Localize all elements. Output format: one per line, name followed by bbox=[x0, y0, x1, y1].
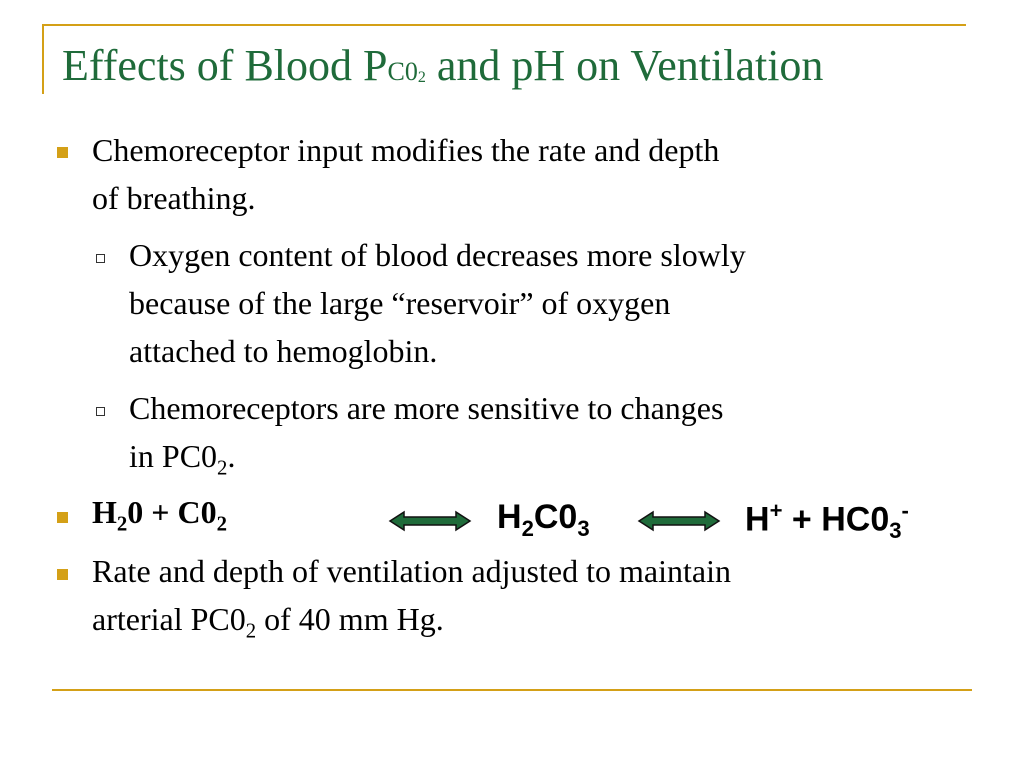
double-arrow-icon bbox=[637, 509, 721, 533]
slide-title: Effects of Blood $PC0_2$ and pH on Ventilation bbox=[62, 41, 824, 90]
sub-bullet-2-line-1: Chemoreceptors are more sensitive to changes bbox=[129, 390, 724, 426]
bullet-marker bbox=[57, 512, 68, 523]
bullet-3-line-1: Rate and depth of ventilation adjusted to maintain bbox=[92, 553, 731, 589]
sub-bullet-marker bbox=[96, 254, 105, 263]
sub-bullet-2-line-2: in $PC0_2$. bbox=[129, 438, 236, 480]
equation-reactants: $H_20 + C0_2$ bbox=[92, 494, 228, 536]
bullet-1-line-1: Chemoreceptor input modifies the rate and depth bbox=[92, 132, 720, 168]
bullet-marker bbox=[57, 147, 68, 158]
sub-bullet-1-line-1: Oxygen content of blood decreases more slowly bbox=[129, 237, 746, 273]
ions-products: $H^+ + HC0_3^-$ bbox=[745, 498, 909, 544]
carbonic-acid: $H_2C0_3$ bbox=[497, 498, 590, 541]
double-arrow-icon bbox=[388, 509, 472, 533]
sub-bullet-1-line-2: because of the large “reservoir” of oxygen bbox=[129, 285, 671, 321]
sub-bullet-marker bbox=[96, 407, 105, 416]
bullet-1-line-2: of breathing. bbox=[92, 180, 256, 216]
sub-bullet-1-line-3: attached to hemoglobin. bbox=[129, 333, 438, 369]
bullet-marker bbox=[57, 569, 68, 580]
footer-rule bbox=[52, 689, 972, 691]
bullet-3-line-2: arterial $PC0_2$ of 40 mm Hg. bbox=[92, 601, 444, 643]
